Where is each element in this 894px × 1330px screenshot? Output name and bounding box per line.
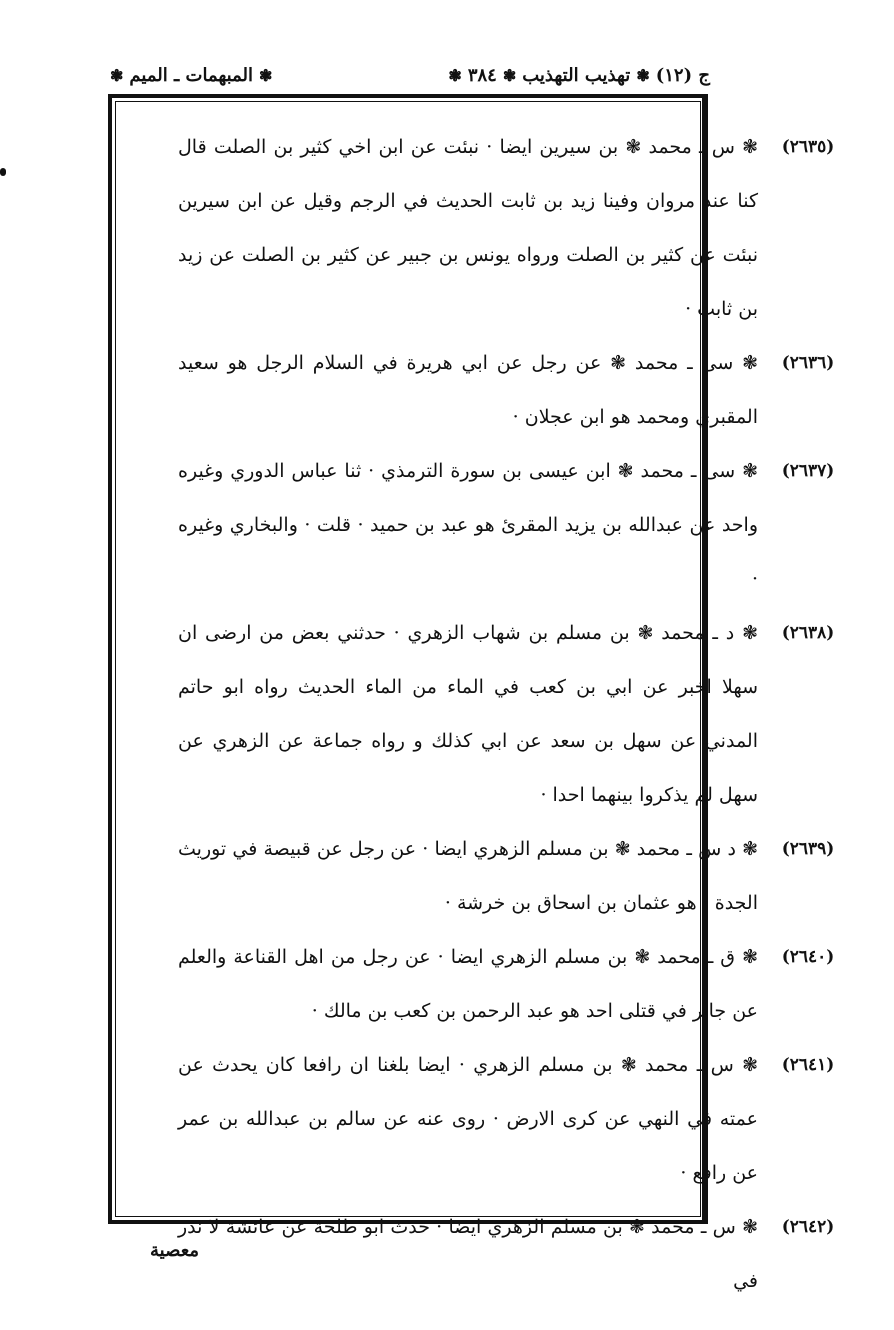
ornament-icon: ❃ (258, 65, 273, 85)
entry-number: (٢٦٣٨) (781, 623, 835, 643)
ornament-icon: ❃ (110, 65, 124, 85)
entry-number: (٢٦٣٦) (781, 353, 835, 373)
ornament-icon: ❃ (448, 65, 462, 85)
margin-mark (0, 168, 6, 176)
header-left (110, 65, 272, 86)
entry (128, 822, 835, 930)
entry (128, 336, 835, 444)
entry-number: (٢٦٤١) (781, 1055, 835, 1075)
entry-text: ❃ سى ـ محمد ❃ ابن عيسى بن سورة الترمذي · ثنا عباس الدوري وغيره واحد عن عبدالله بن يزيد المقرئ هو عبد بن حميد · قلت · والبخاري وغيره · (178, 460, 758, 590)
book-title: تهذيب التهذيب (522, 64, 631, 86)
header-right (448, 65, 710, 86)
entry-number: (٢٦٤٢) (781, 1217, 835, 1237)
entry (128, 1038, 835, 1200)
page-number: ٣٨٤ (467, 64, 497, 86)
entry-text: ❃ د س ـ محمد ❃ بن مسلم الزهري ايضا · عن رجل عن قبيصة في توريث الجدة · هو عثمان بن اسحاق بن خرشة · (178, 838, 758, 914)
entry-number: (٢٦٣٩) (781, 839, 835, 859)
entry-number: (٢٦٤٠) (781, 947, 835, 967)
entry (128, 120, 835, 336)
page-header (110, 60, 710, 90)
entry-number: (٢٦٣٥) (781, 137, 835, 157)
entry-text: ❃ سى ـ محمد ❃ عن رجل عن ابي هريرة في السلام الرجل هو سعيد المقبري ومحمد هو ابن عجلان · (178, 352, 758, 428)
entry (128, 930, 835, 1038)
entry (128, 606, 835, 822)
entry (128, 444, 835, 606)
entry-text: ❃ ق ـ محمد ❃ بن مسلم الزهري ايضا · عن رجل من اهل القناعة والعلم عن جابر في قتلى احد هو عبد الرحمن بن كعب بن مالك · (178, 946, 758, 1022)
entry (128, 1200, 835, 1308)
entry-text: ❃ س ـ محمد ❃ بن مسلم الزهري · ايضا بلغنا ان رافعا كان يحدث عن عمته في النهي عن كرى الارض · روى عنه عن سالم بن عبدالله بن عمر عن رافع · (178, 1054, 758, 1184)
entry-number: (٢٦٣٧) (781, 461, 835, 481)
ornament-icon: ❃ (636, 65, 650, 85)
catchword: معصية (150, 1240, 200, 1261)
volume-label: ج (١٢) (655, 64, 710, 86)
ornament-icon: ❃ (502, 65, 517, 85)
entry-text: ❃ د ـ محمد ❃ بن مسلم بن شهاب الزهري · حدثني بعض من ارضى ان سهلا اخبر عن ابي بن كعب في الماء من الماء الحديث رواه ابو حاتم المدني عن سهل بن سعد عن ابي كذلك و رواه جماعة عن الزهري عن سهل لم يذكروا بينهما احدا · (178, 622, 758, 806)
section-title: المبهمات ـ الميم (129, 64, 253, 86)
entry-text: ❃ س ـ محمد ❃ بن مسلم الزهري ايضا · حدث ابو طلحة عن عائشة لا نذر في (178, 1216, 758, 1292)
entry-text: ❃ س ـ محمد ❃ بن سيرين ايضا · نبئت عن ابن اخي كثير بن الصلت قال كنا عند مروان وفينا زيد بن ثابت الحديث في الرجم وقيل عن ابن سيرين نبئت عن كثير بن الصلت ورواه يونس بن جبير عن كثير بن الصلت عن زيد بن ثابت · (178, 136, 758, 320)
